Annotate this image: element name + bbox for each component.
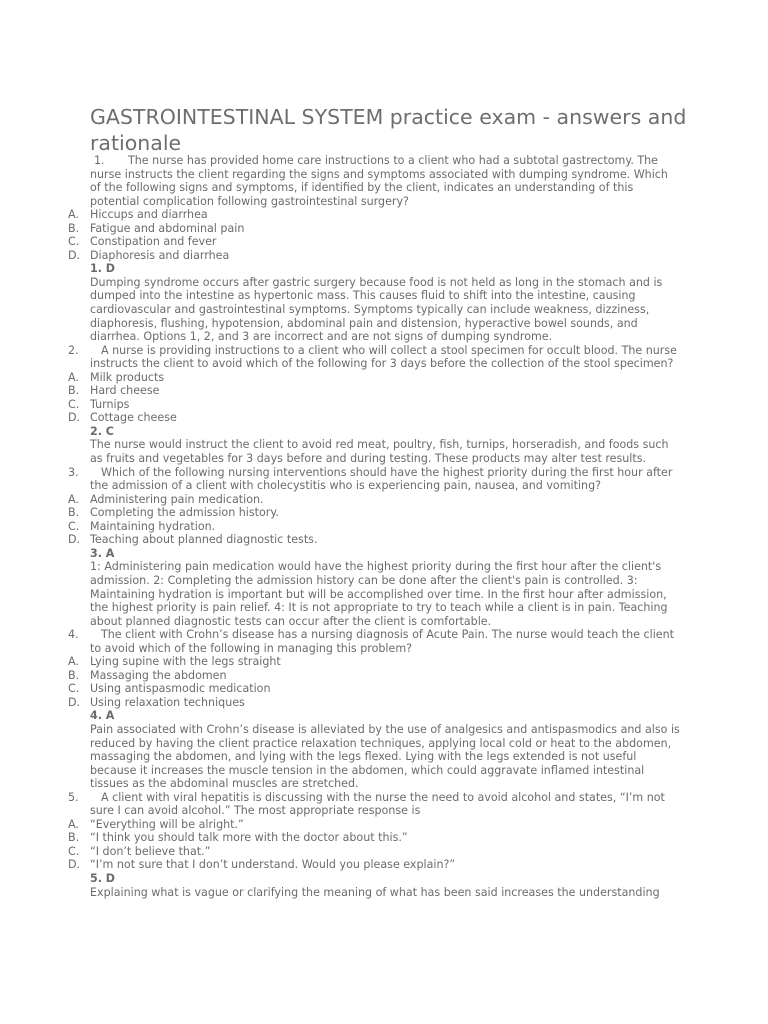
option: D. Diaphoresis and diarrhea: [68, 248, 230, 262]
question-block: [0, 628, 768, 791]
option: B. Hard cheese: [68, 384, 160, 398]
rationale: Explaining what is vague or clarifying the meaning of what has been said increases the understanding: [90, 885, 660, 899]
option: B. Fatigue and abdominal pain: [68, 221, 245, 235]
answer-key: 5. D: [90, 871, 116, 885]
question-number: 2.: [68, 343, 79, 357]
question-block: [0, 466, 768, 629]
option: A. Lying supine with the legs straight: [68, 655, 281, 669]
option: B. “I think you should talk more with the doctor about this.”: [68, 831, 408, 845]
option: B. Massaging the abdomen: [68, 668, 227, 682]
question-number: 4.: [68, 628, 79, 642]
question-block: [0, 154, 768, 344]
question-number: 1.: [94, 154, 105, 167]
question-text: 5. A client with viral hepatitis is discussing with the nurse the need to avoid alcohol and states, “I’m not sure I can avoid alcohol.” The most appropriate response is: [68, 790, 665, 818]
option: D. “I’m not sure that I don’t understand. Would you please explain?”: [68, 858, 456, 872]
question-text: 1. The nurse has provided home care instructions to a client who had a subtotal gastrectomy. The nurse instructs the client regarding the signs and symptoms associated with dumping syndrome. Which of the following signs and symptoms, if identified by the client, indicates an understanding of this potential complication following gastrointestinal surgery?: [90, 154, 668, 208]
option: C. Maintaining hydration.: [68, 519, 216, 533]
option: C. “I don’t believe that.”: [68, 844, 211, 858]
option: D. Using relaxation techniques: [68, 695, 245, 709]
option: D. Cottage cheese: [68, 411, 177, 425]
question-number: 3.: [68, 465, 79, 479]
answer-key: 4. A: [90, 709, 115, 723]
rationale: Dumping syndrome occurs after gastric surgery because food is not held as long in the stomach and is dumped into the intestine as hypertonic mass. This causes fluid to shift into the intestine, causing cardiovascular and gastrointestinal symptoms. Symptoms typically can include weakness, dizziness, diaphoresis, flushing, hypotension, abdominal pain and distension, hyperactive bowel sounds, and diarrhea. Options 1, 2, and 3 are incorrect and are not signs of dumping syndrome.: [90, 275, 663, 344]
answer-key: 2. C: [90, 424, 114, 438]
rationale: Pain associated with Crohn’s disease is alleviated by the use of analgesics and antispasmodics and also is reduced by having the client practice relaxation techniques, applying local cold or heat to the abdomen, massaging the abdomen, and lying with the legs flexed. Lying with the legs extended is not useful because it increases the muscle tension in the abdomen, which could aggravate inflamed intestinal tissues as the abdominal muscles are stretched.: [90, 722, 680, 791]
question-text: 2. A nurse is providing instructions to a client who will collect a stool specimen for occult blood. The nurse instructs the client to avoid which of the following for 3 days before the collection of the stool specimen?: [68, 343, 677, 371]
answer-key: 3. A: [90, 546, 115, 560]
rationale: The nurse would instruct the client to avoid red meat, poultry, fish, turnips, horseradish, and foods such as fruits and vegetables for 3 days before and during testing. These products may alter test results.: [90, 438, 669, 466]
question-block: [0, 344, 768, 466]
answer-key: 1. D: [90, 262, 116, 276]
rationale: 1: Administering pain medication would have the highest priority during the first hour after the client's admission. 2: Completing the admission history can be done after the client's pain is controlled. 3: Maintaining hydration is important but will be accomplished over time. In the first hour after admission, the highest priority is pain relief. 4: It is not appropriate to try to teach while a client is in pain. Teaching about planned diagnostic tests can occur after the client is comfortable.: [90, 560, 668, 628]
option: A. Milk products: [68, 370, 165, 384]
option: C. Constipation and fever: [68, 235, 217, 249]
option: B. Completing the admission history.: [68, 506, 279, 520]
question-text: 3. Which of the following nursing interventions should have the highest priority during the first hour after the admission of a client with cholecystitis who is experiencing pain, nausea, and vomiting?: [68, 465, 673, 493]
question-number: 5.: [68, 790, 79, 804]
option: A. Hiccups and diarrhea: [68, 208, 208, 222]
page-title: GASTROINTESTINAL SYSTEM practice exam - answers and rationale: [90, 105, 687, 155]
exam-content: [0, 154, 768, 899]
question-block: [0, 791, 768, 899]
question-text: 4. The client with Crohn’s disease has a nursing diagnosis of Acute Pain. The nurse would teach the client to avoid which of the following in managing this problem?: [68, 628, 675, 655]
option: D. Teaching about planned diagnostic tests.: [68, 533, 318, 547]
option: C. Using antispasmodic medication: [68, 682, 271, 696]
option: C. Turnips: [68, 397, 130, 411]
option: A. “Everything will be alright.”: [68, 817, 244, 831]
option: A. Administering pain medication.: [68, 492, 264, 506]
